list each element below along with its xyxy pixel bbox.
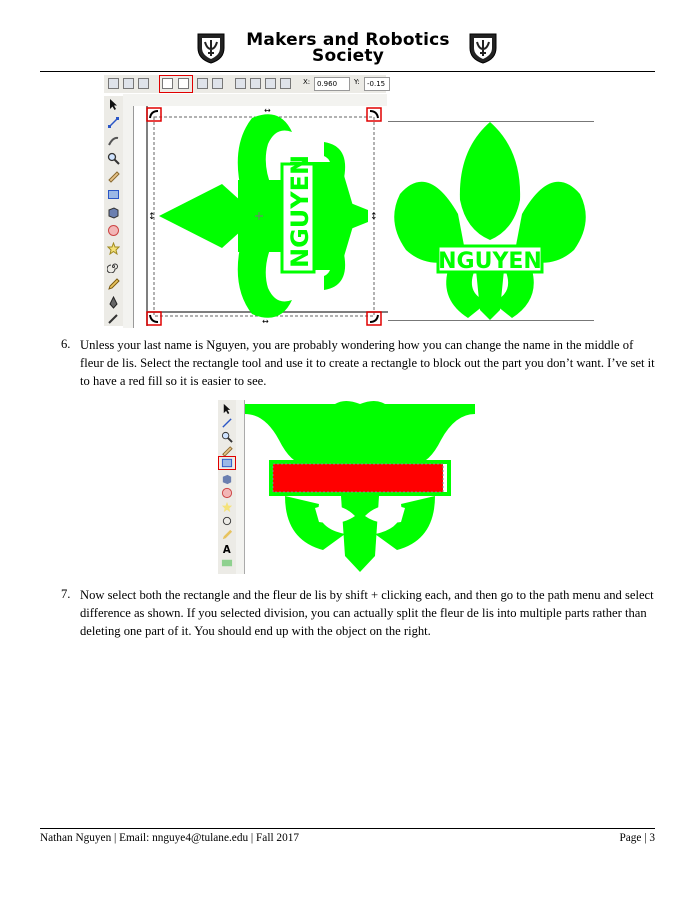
skew-handle-left-icon[interactable]: ↕ bbox=[148, 212, 156, 222]
nguyen-horizontal-text: NGUYEN bbox=[438, 249, 542, 274]
vertical-ruler bbox=[123, 106, 134, 328]
raise-icon[interactable] bbox=[250, 78, 261, 89]
header-logo-right bbox=[468, 32, 498, 64]
flip-vertical-icon[interactable] bbox=[212, 78, 223, 89]
select-all-icon[interactable] bbox=[108, 78, 119, 89]
rotate-cw-icon[interactable] bbox=[178, 78, 189, 89]
f2-star-icon[interactable] bbox=[221, 501, 233, 513]
header-logo-left bbox=[196, 32, 226, 64]
f2-zoom-icon[interactable] bbox=[221, 431, 233, 443]
zoom-tool-icon[interactable] bbox=[107, 152, 120, 165]
lower-icon[interactable] bbox=[265, 78, 276, 89]
raise-to-top-icon[interactable] bbox=[235, 78, 246, 89]
y-input[interactable]: -0.15 bbox=[364, 77, 390, 91]
step-7-number: 7. bbox=[61, 587, 71, 601]
figure2-ruler bbox=[236, 400, 245, 574]
f2-selector-icon[interactable] bbox=[221, 403, 233, 415]
x-input[interactable]: 0.960 bbox=[314, 77, 350, 91]
inkscape-toolbar bbox=[104, 75, 386, 93]
step-7-text: Now select both the rectangle and the fleur de lis by shift + clicking each, and then go to the path menu and select difference as shown. If you selected division, you can actually split the fleur de lis into multiple parts rather than deleting one part of it. You should end up with the object on the right. bbox=[80, 588, 654, 638]
spiral-tool-icon[interactable] bbox=[107, 260, 120, 273]
tweak-tool-icon[interactable] bbox=[107, 134, 120, 147]
f2-spiral-icon[interactable] bbox=[221, 515, 233, 527]
f2-3d-box-icon[interactable] bbox=[221, 473, 233, 485]
title-line-2: Society bbox=[312, 46, 384, 66]
selector-tool-icon[interactable] bbox=[107, 98, 120, 111]
title-line-1: Makers and Robotics bbox=[246, 30, 450, 50]
skew-handle-bottom-icon[interactable]: ↔ bbox=[262, 317, 269, 326]
rectangle-tool-icon[interactable] bbox=[107, 188, 120, 201]
f2-ellipse-icon[interactable] bbox=[221, 487, 233, 499]
footer-page-number: Page | 3 bbox=[619, 832, 655, 844]
step-6-text: Unless your last name is Nguyen, you are probably wondering how you can change the name in the middle of fleur de lis. Select the rectangle tool and use it to create a rectangle to block out the part you don’t want. I’ve set it to have a red fill so it is easier to see. bbox=[80, 338, 655, 388]
3d-box-tool-icon[interactable] bbox=[107, 206, 120, 219]
pen-tool-icon[interactable] bbox=[107, 296, 120, 309]
flip-horizontal-icon[interactable] bbox=[197, 78, 208, 89]
page-title bbox=[232, 32, 464, 64]
skew-handle-top-icon[interactable]: ↔ bbox=[264, 106, 271, 115]
f2-pencil-icon[interactable] bbox=[221, 529, 233, 541]
f2-red-mask-rectangle[interactable] bbox=[273, 464, 443, 492]
lower-to-bottom-icon[interactable] bbox=[280, 78, 291, 89]
measure-tool-icon[interactable] bbox=[107, 170, 120, 183]
inkscape-canvas bbox=[134, 106, 388, 328]
f2-node-icon[interactable] bbox=[221, 417, 233, 429]
nguyen-vertical-band bbox=[282, 155, 314, 272]
star-tool-icon[interactable] bbox=[107, 242, 120, 255]
x-label: X: bbox=[303, 78, 311, 86]
skew-handle-right-icon[interactable]: ↕ bbox=[370, 212, 378, 222]
upright-fleur-de-lis[interactable] bbox=[388, 122, 594, 320]
y-label: Y: bbox=[354, 78, 360, 86]
f2-gradient-icon[interactable] bbox=[221, 557, 233, 569]
figure2-canvas bbox=[245, 400, 475, 574]
footer-divider bbox=[40, 828, 655, 829]
figure2-sidebar bbox=[218, 400, 236, 574]
footer-author: Nathan Nguyen | Email: nnguye4@tulane.edu | Fall 2017 bbox=[40, 832, 300, 844]
deselect-icon[interactable] bbox=[138, 78, 149, 89]
rotate-ccw-icon[interactable] bbox=[162, 78, 173, 89]
f2-rectangle-tool-icon[interactable] bbox=[221, 457, 233, 469]
header-divider bbox=[40, 71, 655, 72]
ellipse-tool-icon[interactable] bbox=[107, 224, 120, 237]
svg-text:A: A bbox=[222, 545, 231, 555]
select-all-layers-icon[interactable] bbox=[123, 78, 134, 89]
nguyen-vertical-text: NGUYEN bbox=[286, 154, 314, 268]
node-tool-icon[interactable] bbox=[107, 116, 120, 129]
f2-text-tool-icon[interactable] bbox=[221, 543, 233, 555]
inkscape-tool-sidebar bbox=[104, 96, 123, 326]
step-6-number: 6. bbox=[61, 337, 71, 351]
calligraphy-tool-icon[interactable] bbox=[107, 312, 120, 325]
pencil-tool-icon[interactable] bbox=[107, 278, 120, 291]
canvas-bottom-line bbox=[388, 320, 594, 321]
